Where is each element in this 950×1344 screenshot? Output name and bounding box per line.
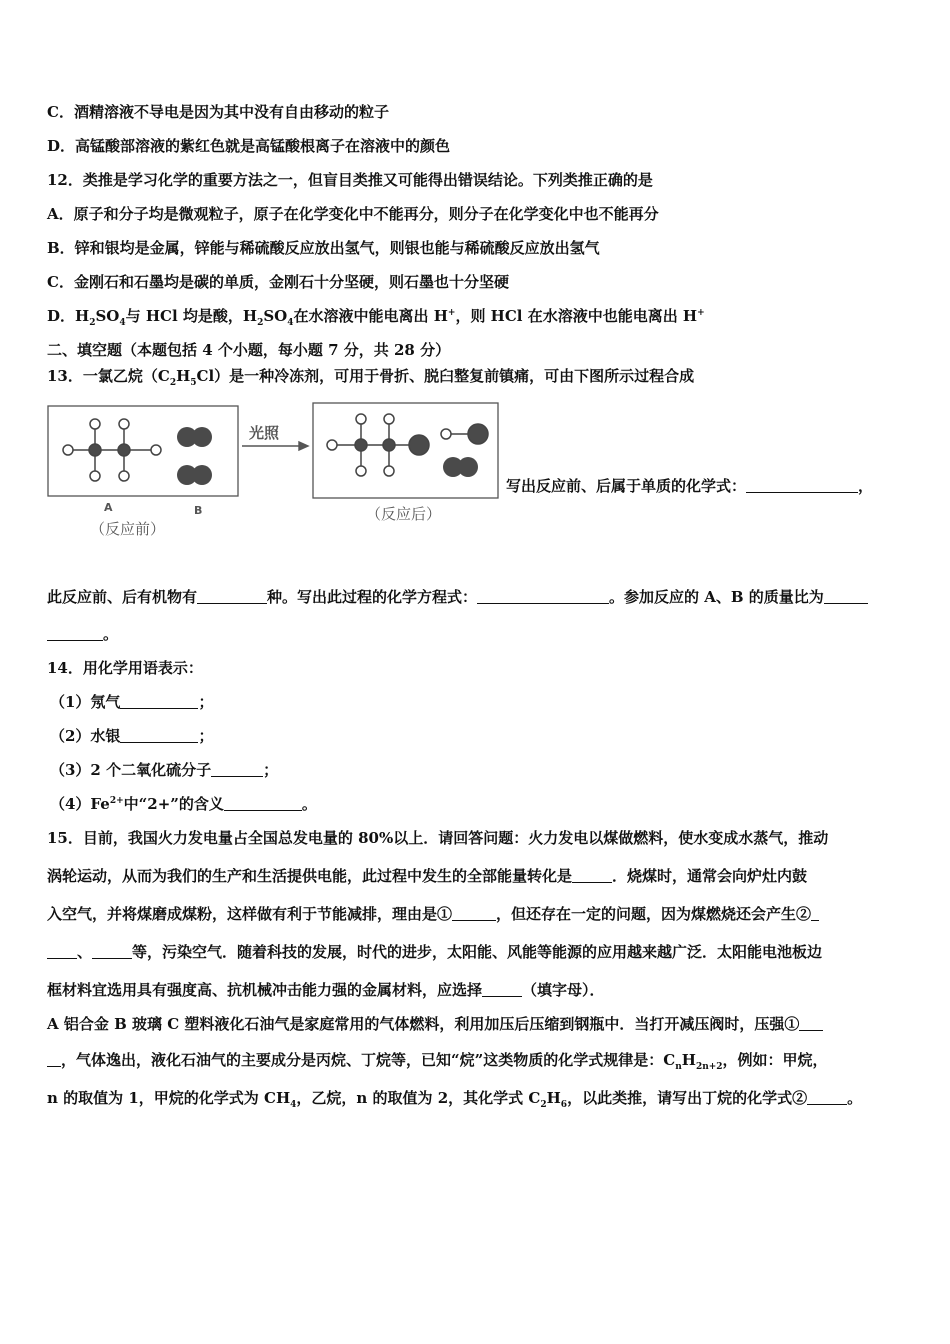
answer-blank[interactable] (47, 943, 77, 959)
before-frame (48, 406, 238, 496)
chloroethane-molecule (327, 414, 429, 476)
answer-blank[interactable] (47, 625, 103, 641)
answer-blank[interactable] (799, 1015, 823, 1031)
question-15-line-2: 涡轮运动，从而为我们的生产和生活提供电能，此过程中发生的全部能量转化是 ．烧煤时，通常会向炉灶内鼓 (47, 867, 808, 885)
answer-blank[interactable] (47, 1051, 61, 1067)
hcl-molecule (441, 424, 488, 444)
remaining-b-molecule (443, 457, 478, 477)
caption-after: （反应后） (366, 505, 442, 523)
arrow-label: 光照 (249, 424, 280, 442)
molecule-a (63, 419, 161, 481)
answer-blank[interactable] (482, 981, 522, 997)
question-14-part-2: （2）水银 ； (50, 727, 214, 745)
question-15-line-3: 入空气，并将煤磨成煤粉，这样做有利于节能减排，理由是① ，但还存在一定的问题，因为煤燃烧还会产生② (47, 904, 819, 924)
label-a: A (104, 501, 113, 514)
question-14-part-3: （3）2 个二氧化硫分子 ； (50, 761, 279, 779)
answer-blank[interactable] (224, 795, 302, 811)
question-14-part-4: $(4)Fe^{2+}$中“2+”的含义 。 (50, 795, 317, 813)
question-13-stem: 13．一氯乙烷$(C_2H_5Cl)$是一种冷冻剂，可用于骨折、脱臼整复前镇痛，可由下图所示过程合成 (47, 367, 695, 388)
answer-blank[interactable] (197, 588, 267, 604)
question-13-line-3: 。 (47, 624, 118, 644)
after-frame (313, 403, 498, 498)
question-12-option-c: C．金刚石和石墨均是碳的单质，金刚石十分坚硬，则石墨也十分坚硬 (47, 273, 509, 291)
question-13-line-2: 此反应前、后有机物有 种。写出此过程的化学方程式： 。参加反应的 A、B 的质量比为 (47, 587, 868, 607)
answer-blank[interactable] (120, 693, 198, 709)
question-12-option-d: D．$H_2SO_4$与 HCl 均是酸，$H_2SO_4$在水溶液中能电离出 H+，则 HCl 在水溶液中也能电离出 H+ (47, 307, 705, 328)
answer-blank[interactable] (452, 905, 496, 921)
answer-blank[interactable] (477, 588, 609, 604)
answer-blank[interactable] (746, 477, 858, 493)
question-12-option-a: A．原子和分子均是微观粒子，原子在化学变化中不能再分，则分子在化学变化中也不能再分 (47, 205, 659, 223)
answer-blank[interactable] (211, 761, 263, 777)
answer-blank[interactable] (92, 943, 132, 959)
label-b: B (194, 504, 203, 517)
option-c-line: C．酒精溶液不导电是因为其中没有自由移动的粒子 (47, 103, 389, 121)
question-15-line-5: 框材料宜选用具有强度高、抗机械冲击能力强的金属材料，应选择 （填字母）． (47, 981, 605, 999)
question-15-line-4: 、 等，污染空气．随着科技的发展，时代的进步，太阳能、风能等能源的应用越来越广泛．太阳能电池板边 (47, 942, 822, 962)
option-d-line: D．高锰酸部溶液的紫红色就是高锰酸根离子在溶液中的颜色 (47, 137, 451, 155)
question-14-stem: 14．用化学用语表示： (47, 659, 203, 677)
question-13-side-text: 写出反应前、后属于单质的化学式： ， (506, 477, 874, 495)
caption-before: （反应前） (90, 520, 166, 538)
question-15-line-6: A 铝合金 B 玻璃 C 塑料液化石油气是家庭常用的气体燃料，利用加压后压缩到钢瓶中．当打开减压阀时，压强① (47, 1014, 823, 1034)
question-12-option-b: B．锌和银均是金属，锌能与稀硫酸反应放出氢气，则银也能与稀硫酸反应放出氢气 (47, 239, 600, 257)
answer-blank[interactable] (811, 905, 819, 921)
answer-blank[interactable] (824, 588, 868, 604)
answer-blank[interactable] (572, 867, 612, 883)
question-12-stem: 12．类推是学习化学的重要方法之一，但盲目类推又可能得出错误结论。下列类推正确的是 (47, 171, 653, 189)
molecules-b (177, 427, 212, 485)
answer-blank[interactable] (807, 1089, 847, 1105)
question-15-line-7: ，气体逸出，液化石油气的主要成分是丙烷、丁烷等，已知“烷”这类物质的化学式规律是：$C_nH_{2n+2}$，例如：甲烷， (47, 1050, 828, 1070)
question-15-line-8: n 的取值为 1，甲烷的化学式为 $CH_4$，乙烷，n 的取值为 2，其化学式 $C_2H_6$，以此类推，请写出丁烷的化学式② 。 (47, 1089, 863, 1110)
reaction-diagram (44, 400, 514, 550)
section-2-heading: 二、填空题（本题包括 4 个小题，每小题 7 分，共 28 分） (47, 341, 451, 359)
question-14-part-1: （1）氖气 ； (50, 693, 214, 711)
answer-blank[interactable] (120, 727, 198, 743)
question-15-line-1: 15．目前，我国火力发电量占全国总发电量的 80%以上．请回答问题：火力发电以煤做燃料，使水变成水蒸气，推动 (47, 829, 829, 847)
reaction-arrow (242, 442, 308, 450)
